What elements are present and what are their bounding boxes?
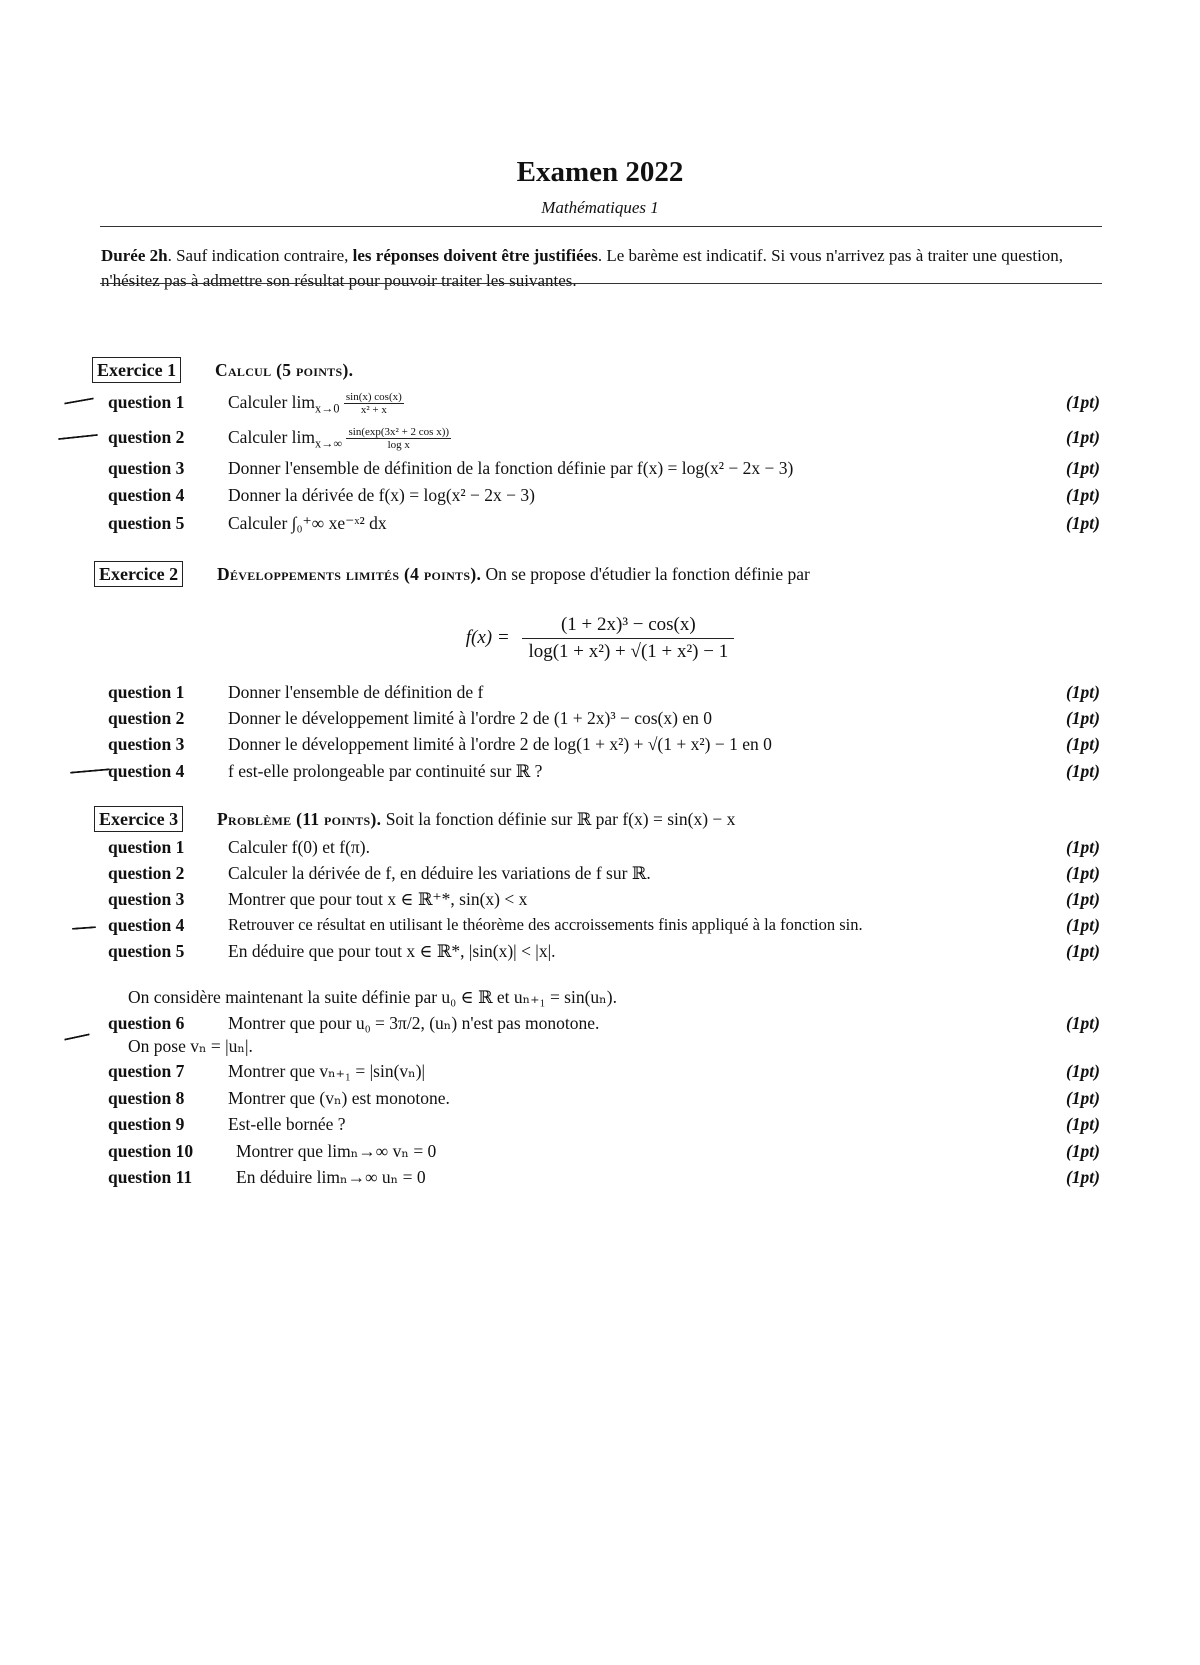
- question-number: question 3: [108, 889, 185, 909]
- fraction: $\frac{\text{sin(exp(3x² + 2 cos x))}}{\text{log x}}$: [348, 426, 450, 452]
- question-number: question 1: [108, 837, 185, 857]
- exam-title: Examen 2022: [516, 156, 684, 188]
- formula-denominator: log(1 + x²) + √(1 + x²) − 1: [528, 641, 729, 662]
- question-text: En déduire limₙ→∞ uₙ = 0: [236, 1167, 426, 1187]
- question-number: question 4: [108, 761, 185, 781]
- pen-mark: [72, 926, 96, 930]
- exercice-1-title: [215, 360, 353, 381]
- question-number: question 2: [108, 427, 185, 447]
- question-number: question 7: [108, 1061, 185, 1081]
- question-text: Montrer que pour tout x ∈ ℝ⁺*, sin(x) < x: [228, 889, 528, 909]
- question-number: question 9: [108, 1114, 185, 1134]
- question-number: question 6: [108, 1013, 185, 1033]
- exercice-2-box: Exercice 2: [94, 561, 183, 587]
- ex1-question-5: [108, 510, 1100, 536]
- points-label: (1pt): [1065, 1114, 1100, 1134]
- intro-justify: les réponses doivent être justifiées: [352, 246, 598, 265]
- ex2-question-1: [108, 679, 1100, 705]
- question-number: question 8: [108, 1088, 185, 1108]
- intro-text-2: . Le barème est indicatif. Si vous n'arrivez pas à traiter une question, n'hésitez pas à admettre son résultat pour pouvoir traiter les suivantes.: [101, 246, 1064, 290]
- ex3-question-5: [108, 938, 1100, 964]
- ex1-question-3: [108, 455, 1100, 481]
- ex2-question-4: [108, 758, 1100, 784]
- fraction: $\frac{\sin(x) \cos(x)}{\text{x² + x}}$: [345, 391, 402, 417]
- question-text: Donner l'ensemble de définition de la fonction définie par f(x) = log(x² − 2x − 3): [228, 458, 794, 478]
- exercice-3-box: Exercice 3: [94, 806, 183, 832]
- points-label: (1pt): [1065, 863, 1100, 883]
- exercice-1-box: Exercice 1: [92, 357, 181, 383]
- question-text: Calculer f(0) et f(π).: [228, 837, 370, 857]
- question-text: Donner l'ensemble de définition de f: [228, 682, 484, 702]
- question-number: question 10: [108, 1141, 194, 1161]
- points-label: (1pt): [1065, 458, 1100, 478]
- question-number: question 4: [108, 915, 185, 935]
- bottom-rule: [100, 283, 1102, 284]
- points-label: (1pt): [1065, 1013, 1100, 1033]
- points-label: (1pt): [1065, 708, 1100, 728]
- suite-definition: On considère maintenant la suite définie par u₀ ∈ ℝ et uₙ₊₁ = sin(uₙ).: [128, 987, 617, 1007]
- exercice-1-heading: Calcul (5 points).: [215, 360, 354, 380]
- question-text: Donner le développement limité à l'ordre 2 de (1 + 2x)³ − cos(x) en 0: [228, 708, 712, 728]
- points-label: (1pt): [1065, 1061, 1100, 1081]
- question-text: Calculer ∫₀⁺∞ xe⁻ˣ² dx: [228, 513, 387, 533]
- pen-mark: [58, 434, 98, 440]
- exam-subtitle: Mathématiques 1: [541, 198, 659, 217]
- formula-lhs: f(x) =: [465, 626, 510, 648]
- question-text: Calculer $\lim_{x\to 0}$ $\frac{\sin(x) \cos(x)}{\text{x² + x}}$: [228, 391, 402, 417]
- points-label: (1pt): [1065, 1141, 1100, 1161]
- points-label: (1pt): [1065, 682, 1100, 702]
- question-text: Calculer la dérivée de f, en déduire les variations de f sur ℝ.: [228, 863, 651, 883]
- points-label: (1pt): [1065, 761, 1100, 781]
- ex3-question-6: [108, 1010, 1100, 1036]
- question-text: Montrer que (vₙ) est monotone.: [228, 1088, 450, 1108]
- pen-mark: [64, 1033, 90, 1040]
- question-number: question 4: [108, 485, 185, 505]
- ex3-question-9: [108, 1111, 1100, 1137]
- question-number: question 3: [108, 458, 185, 478]
- intro-duration: Durée 2h: [101, 246, 168, 265]
- formula-fraction: [522, 612, 734, 665]
- exercice-2-title: [217, 564, 810, 585]
- question-text: Montrer que vₙ₊₁ = |sin(vₙ)|: [228, 1061, 426, 1081]
- ex3-question-10: [108, 1138, 1100, 1164]
- ex3-question-7: [108, 1058, 1100, 1084]
- exercice-3-heading: Problème (11 points).: [217, 809, 382, 829]
- intro-paragraph: [101, 243, 1101, 293]
- points-label: (1pt): [1065, 513, 1100, 533]
- ex2-question-3: [108, 731, 1100, 757]
- pen-mark: [64, 397, 94, 404]
- formula-numerator: (1 + 2x)³ − cos(x): [522, 612, 734, 639]
- question-number: question 5: [108, 513, 185, 533]
- points-label: (1pt): [1065, 889, 1100, 909]
- question-text: Est-elle bornée ?: [228, 1114, 346, 1134]
- question-text: Donner le développement limité à l'ordre 2 de log(1 + x²) + √(1 + x²) − 1 en 0: [228, 734, 772, 754]
- question-number: question 5: [108, 941, 185, 961]
- ex1-question-4: [108, 482, 1100, 508]
- question-number: question 1: [108, 682, 185, 702]
- question-text: En déduire que pour tout x ∈ ℝ*, |sin(x)| < |x|.: [228, 941, 556, 961]
- question-number: question 2: [108, 708, 185, 728]
- ex2-question-2: [108, 705, 1100, 731]
- points-label: (1pt): [1065, 1088, 1100, 1108]
- question-text: Montrer que limₙ→∞ vₙ = 0: [236, 1141, 437, 1161]
- points-label: (1pt): [1065, 941, 1100, 961]
- ex1-question-2: [108, 424, 1100, 450]
- exercice-2-heading: Développements limités (4 points).: [217, 564, 482, 584]
- ex3-question-3: [108, 886, 1100, 912]
- points-label: (1pt): [1065, 427, 1100, 447]
- points-label: (1pt): [1065, 837, 1100, 857]
- points-label: (1pt): [1065, 915, 1100, 935]
- question-text: f est-elle prolongeable par continuité sur ℝ ?: [228, 761, 543, 781]
- function-formula: [0, 612, 1200, 665]
- ex1-question-1: [108, 389, 1100, 415]
- exercice-3-intro: Soit la fonction définie sur ℝ par f(x) = sin(x) − x: [385, 809, 736, 829]
- points-label: (1pt): [1065, 392, 1100, 412]
- question-text: Calculer $\lim_{x\to\infty}$ $\frac{\text{sin(exp(3x² + 2 cos x))}}{\text{log x}}$: [228, 426, 450, 452]
- ex3-question-11: [108, 1164, 1100, 1190]
- ex3-question-8: [108, 1085, 1100, 1111]
- pose-line: On pose vₙ = |uₙ|.: [128, 1036, 253, 1056]
- points-label: (1pt): [1065, 1167, 1100, 1187]
- question-number: question 1: [108, 392, 185, 412]
- question-number: question 3: [108, 734, 185, 754]
- question-text: Retrouver ce résultat en utilisant le théorème des accroissements finis appliqué à la fonction sin.: [228, 915, 863, 934]
- ex3-question-4: [108, 912, 1100, 938]
- question-number: question 2: [108, 863, 185, 883]
- points-label: (1pt): [1065, 734, 1100, 754]
- question-text: Donner la dérivée de f(x) = log(x² − 2x − 3): [228, 485, 535, 505]
- ex3-question-1: [108, 834, 1100, 860]
- points-label: (1pt): [1065, 485, 1100, 505]
- intro-text-1: . Sauf indication contraire,: [167, 246, 353, 265]
- question-text: Montrer que pour u₀ = 3π/2, (uₙ) n'est pas monotone.: [228, 1013, 600, 1033]
- ex3-question-2: [108, 860, 1100, 886]
- pen-mark: [70, 768, 110, 773]
- exercice-3-title: [217, 809, 735, 830]
- question-number: question 11: [108, 1167, 193, 1187]
- exercice-2-intro: On se propose d'étudier la fonction définie par: [485, 564, 810, 584]
- top-rule: [100, 226, 1102, 227]
